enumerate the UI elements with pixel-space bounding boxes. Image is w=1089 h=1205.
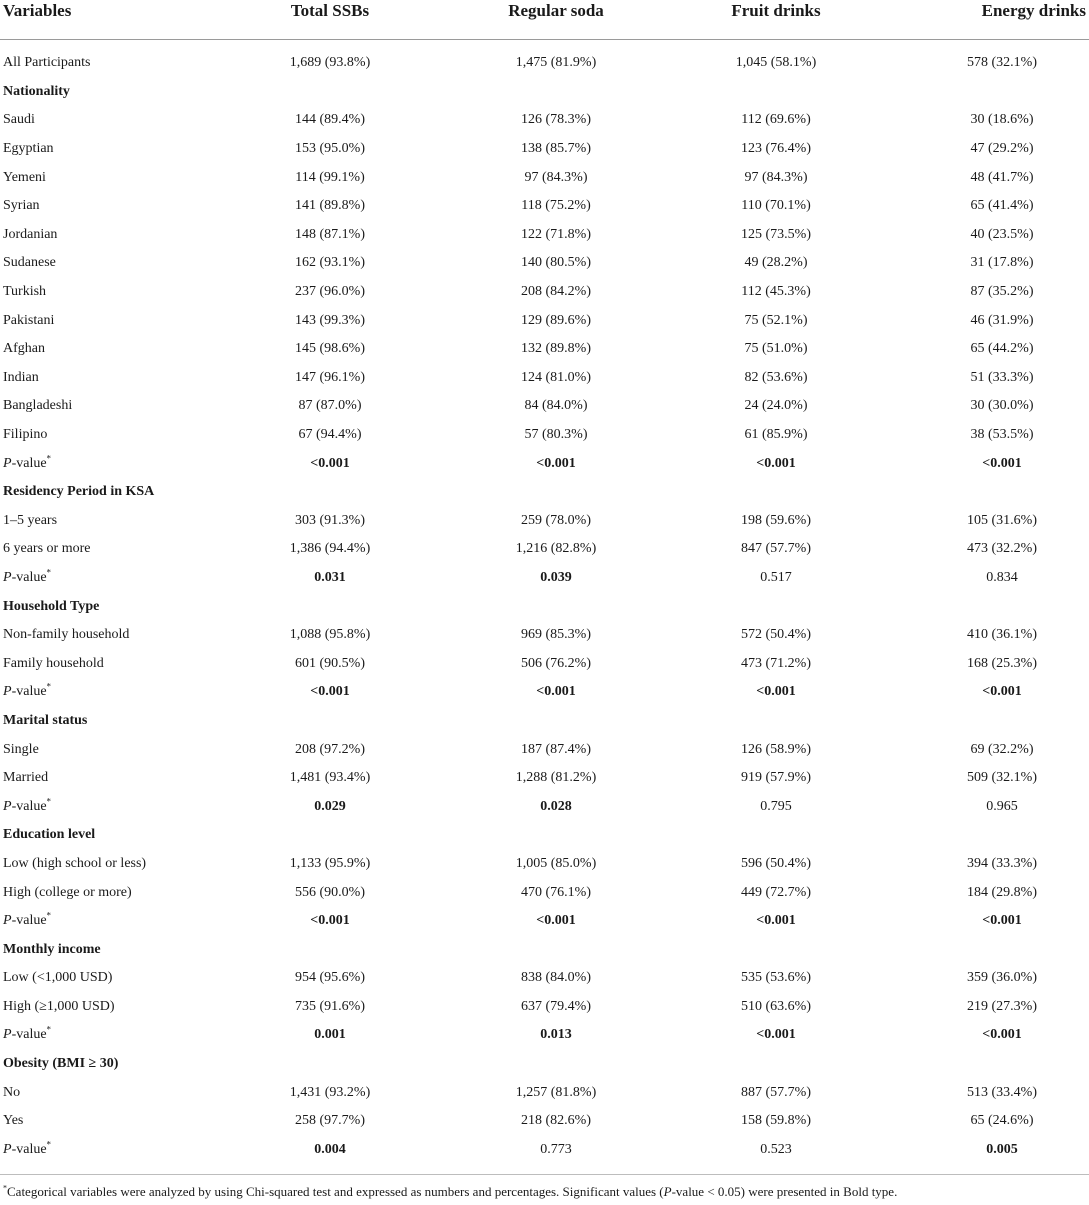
row-label: No <box>3 1084 21 1100</box>
p-value-label-star: * <box>46 1024 52 1035</box>
table-cell: 1,216 (82.8%) <box>515 541 597 557</box>
table-cell: 735 (91.6%) <box>295 998 365 1014</box>
table-cell: 208 (84.2%) <box>521 284 591 300</box>
table-row <box>0 221 1089 250</box>
row-label: Low (high school or less) <box>3 855 147 871</box>
p-value-cell: 0.005 <box>986 1141 1018 1157</box>
table-cell: 1,689 (93.8%) <box>289 55 371 71</box>
table-row <box>0 964 1089 993</box>
table-row <box>0 878 1089 907</box>
table-cell: 601 (90.5%) <box>295 655 365 671</box>
row-label: All Participants <box>3 55 91 71</box>
p-value-label <box>0 449 215 478</box>
row-label: Yes <box>3 1113 24 1129</box>
table-cell: 184 (29.8%) <box>967 884 1037 900</box>
table-row <box>0 421 1089 450</box>
p-value-cell: 0.965 <box>986 798 1018 814</box>
table-cell: 1,386 (94.4%) <box>289 541 371 557</box>
table-cell: 572 (50.4%) <box>741 627 811 643</box>
table-row <box>0 1078 1089 1107</box>
table-cell: 105 (31.6%) <box>967 512 1037 528</box>
row-label: High (≥1,000 USD) <box>3 998 115 1014</box>
header-regular-soda: Regular soda <box>445 0 667 40</box>
table-cell: 578 (32.1%) <box>967 55 1037 71</box>
p-value-label <box>0 1136 215 1165</box>
p-value-cell: <0.001 <box>982 1027 1022 1043</box>
table-cell: 887 (57.7%) <box>741 1084 811 1100</box>
p-value-label-rest: -value <box>11 1141 47 1157</box>
table-cell: 141 (89.8%) <box>295 198 365 214</box>
table-row <box>0 392 1089 421</box>
row-label: Pakistani <box>3 312 55 328</box>
table-row <box>0 735 1089 764</box>
table-cell: 57 (80.3%) <box>524 427 588 443</box>
p-value-label-rest: -value <box>11 684 47 700</box>
table-cell: 112 (45.3%) <box>741 284 811 300</box>
row-label: Jordanian <box>3 226 58 242</box>
row-label: Low (<1,000 USD) <box>3 970 113 986</box>
p-value-label <box>0 1021 215 1050</box>
table-cell: 129 (89.6%) <box>521 312 591 328</box>
section-header-row <box>0 592 1089 621</box>
p-value-cell: <0.001 <box>536 455 576 471</box>
p-value-label-p: P <box>3 798 12 814</box>
p-value-label-star: * <box>46 681 52 692</box>
table-row <box>0 106 1089 135</box>
p-value-label-star: * <box>46 796 52 807</box>
p-value-cell: <0.001 <box>756 684 796 700</box>
p-value-label <box>0 907 215 936</box>
p-value-label-rest: -value <box>11 569 47 585</box>
row-label: Single <box>3 741 39 757</box>
table-cell: 46 (31.9%) <box>970 312 1034 328</box>
table-cell: 919 (57.9%) <box>741 770 811 786</box>
table-cell: 65 (41.4%) <box>970 198 1034 214</box>
p-value-cell: 0.834 <box>986 569 1018 585</box>
table-cell: 1,257 (81.8%) <box>515 1084 597 1100</box>
p-value-cell: 0.013 <box>540 1027 572 1043</box>
table-cell: 509 (32.1%) <box>967 770 1037 786</box>
table-cell: 61 (85.9%) <box>744 427 808 443</box>
table-cell: 112 (69.6%) <box>741 112 811 128</box>
table-row <box>0 278 1089 307</box>
table-cell: 1,288 (81.2%) <box>515 770 597 786</box>
table-cell: 219 (27.3%) <box>967 998 1037 1014</box>
table-row <box>0 764 1089 793</box>
table-body <box>0 40 1089 1165</box>
p-value-cell: <0.001 <box>756 913 796 929</box>
table-cell: 258 (97.7%) <box>295 1113 365 1129</box>
table-cell: 359 (36.0%) <box>967 970 1037 986</box>
table-cell: 198 (59.6%) <box>741 512 811 528</box>
table-cell: 473 (32.2%) <box>967 541 1037 557</box>
table-cell: 69 (32.2%) <box>970 741 1034 757</box>
table-header <box>0 0 1089 40</box>
table-cell: 30 (30.0%) <box>970 398 1034 414</box>
row-label: Yemeni <box>3 169 46 185</box>
table-cell: 1,481 (93.4%) <box>289 770 371 786</box>
row-label: High (college or more) <box>3 884 132 900</box>
table-cell: 1,133 (95.9%) <box>289 855 371 871</box>
row-label: Bangladeshi <box>3 398 73 414</box>
row-label: Sudanese <box>3 255 56 271</box>
section-header-row <box>0 478 1089 507</box>
row-label: Saudi <box>3 112 35 128</box>
table-cell: 473 (71.2%) <box>741 655 811 671</box>
table-cell: 187 (87.4%) <box>521 741 591 757</box>
table-row <box>0 621 1089 650</box>
section-header-row <box>0 1050 1089 1079</box>
row-label: Turkish <box>3 284 47 300</box>
table-cell: 97 (84.3%) <box>744 169 808 185</box>
header-total-ssbs: Total SSBs <box>215 0 445 40</box>
table-cell: 470 (76.1%) <box>521 884 591 900</box>
p-value-label-rest: -value <box>11 455 47 471</box>
table-row <box>0 649 1089 678</box>
p-value-cell: 0.001 <box>314 1027 346 1043</box>
row-label: Family household <box>3 655 104 671</box>
table-cell: 394 (33.3%) <box>967 855 1037 871</box>
table-cell: 158 (59.8%) <box>741 1113 811 1129</box>
section-header-row <box>0 821 1089 850</box>
p-value-label-star: * <box>46 910 52 921</box>
p-value-label-p: P <box>3 1027 12 1043</box>
p-value-label-rest: -value <box>11 798 47 814</box>
table-cell: 84 (84.0%) <box>524 398 588 414</box>
table-cell: 138 (85.7%) <box>521 141 591 157</box>
table-row <box>0 850 1089 879</box>
table-cell: 51 (33.3%) <box>970 369 1034 385</box>
table-cell: 838 (84.0%) <box>521 970 591 986</box>
p-value-cell: <0.001 <box>756 455 796 471</box>
header-spacer-row <box>0 40 1089 50</box>
table-cell: 75 (51.0%) <box>744 341 808 357</box>
table-cell: 1,088 (95.8%) <box>289 627 371 643</box>
table-cell: 208 (97.2%) <box>295 741 365 757</box>
p-value-label-p: P <box>3 569 12 585</box>
p-value-label-p: P <box>3 684 12 700</box>
table-row <box>0 364 1089 393</box>
section-header-row <box>0 935 1089 964</box>
table-cell: 148 (87.1%) <box>295 226 365 242</box>
p-value-row <box>0 1021 1089 1050</box>
table-cell: 162 (93.1%) <box>295 255 365 271</box>
footnote-divider <box>0 1174 1089 1175</box>
table-cell: 510 (63.6%) <box>741 998 811 1014</box>
table-row <box>0 249 1089 278</box>
p-value-cell: 0.795 <box>760 798 792 814</box>
header-energy-drinks: Energy drinks <box>885 0 1089 40</box>
table-cell: 38 (53.5%) <box>970 427 1034 443</box>
row-label: Married <box>3 770 49 786</box>
p-value-label-star: * <box>46 452 52 463</box>
row-label: Syrian <box>3 198 40 214</box>
table-row <box>0 163 1089 192</box>
table-cell: 40 (23.5%) <box>970 226 1034 242</box>
section-label: Monthly income <box>3 941 101 957</box>
table-cell: 556 (90.0%) <box>295 884 365 900</box>
table-cell: 87 (35.2%) <box>970 284 1034 300</box>
table-cell: 122 (71.8%) <box>521 226 591 242</box>
p-value-label-rest: -value <box>11 1027 47 1043</box>
section-label: Marital status <box>3 712 88 728</box>
p-value-label-p: P <box>3 455 12 471</box>
section-label: Education level <box>3 827 96 843</box>
section-label: Obesity (BMI ≥ 30) <box>3 1056 119 1072</box>
p-value-row <box>0 678 1089 707</box>
table-cell: 75 (52.1%) <box>744 312 808 328</box>
table-cell: 513 (33.4%) <box>967 1084 1037 1100</box>
table-cell: 410 (36.1%) <box>967 627 1037 643</box>
table-row <box>0 993 1089 1022</box>
table-cell: 449 (72.7%) <box>741 884 811 900</box>
p-value-cell: 0.517 <box>760 569 792 585</box>
table-row <box>0 306 1089 335</box>
p-value-cell: <0.001 <box>310 913 350 929</box>
row-label: Filipino <box>3 427 48 443</box>
table-row <box>0 335 1089 364</box>
p-value-cell: 0.523 <box>760 1141 792 1157</box>
section-label: Residency Period in KSA <box>3 484 155 500</box>
table-cell: 303 (91.3%) <box>295 512 365 528</box>
table-cell: 82 (53.6%) <box>744 369 808 385</box>
p-value-cell: <0.001 <box>982 684 1022 700</box>
p-value-cell: 0.004 <box>314 1141 346 1157</box>
table-row <box>0 507 1089 536</box>
table-cell: 30 (18.6%) <box>970 112 1034 128</box>
p-value-cell: <0.001 <box>536 913 576 929</box>
table-cell: 132 (89.8%) <box>521 341 591 357</box>
p-value-cell: 0.031 <box>314 569 346 585</box>
table-cell: 168 (25.3%) <box>967 655 1037 671</box>
table-cell: 596 (50.4%) <box>741 855 811 871</box>
table-cell: 67 (94.4%) <box>298 427 362 443</box>
table-cell: 143 (99.3%) <box>295 312 365 328</box>
table-cell: 126 (58.9%) <box>741 741 811 757</box>
row-label: Egyptian <box>3 141 54 157</box>
p-value-row <box>0 907 1089 936</box>
table-cell: 87 (87.0%) <box>298 398 362 414</box>
table-cell: 147 (96.1%) <box>295 369 365 385</box>
table-cell: 259 (78.0%) <box>521 512 591 528</box>
row-label: Non-family household <box>3 627 130 643</box>
p-value-label-rest: -value <box>11 913 47 929</box>
p-value-row <box>0 564 1089 593</box>
p-value-label-star: * <box>46 567 52 578</box>
table-cell: 65 (24.6%) <box>970 1113 1034 1129</box>
table-row <box>0 135 1089 164</box>
table-cell: 48 (41.7%) <box>970 169 1034 185</box>
table-cell: 1,005 (85.0%) <box>515 855 597 871</box>
footnote-marker: * <box>3 1183 7 1193</box>
section-label: Household Type <box>3 598 100 614</box>
table-row <box>0 535 1089 564</box>
table-cell: 969 (85.3%) <box>521 627 591 643</box>
header-row <box>0 0 1089 40</box>
p-value-cell: <0.001 <box>982 455 1022 471</box>
table-cell: 140 (80.5%) <box>521 255 591 271</box>
p-value-label-star: * <box>46 1139 52 1150</box>
table-cell: 49 (28.2%) <box>744 255 808 271</box>
p-value-label <box>0 792 215 821</box>
table-cell: 65 (44.2%) <box>970 341 1034 357</box>
table-cell: 506 (76.2%) <box>521 655 591 671</box>
table-cell: 110 (70.1%) <box>741 198 811 214</box>
p-value-row <box>0 792 1089 821</box>
p-value-cell: 0.028 <box>540 798 572 814</box>
table-cell: 153 (95.0%) <box>295 141 365 157</box>
p-value-cell: 0.773 <box>540 1141 572 1157</box>
p-value-label-p: P <box>3 913 12 929</box>
table-row <box>0 49 1089 78</box>
table-cell: 114 (99.1%) <box>295 169 365 185</box>
table-cell: 118 (75.2%) <box>521 198 591 214</box>
table-cell: 237 (96.0%) <box>295 284 365 300</box>
p-value-cell: <0.001 <box>982 913 1022 929</box>
table-cell: 535 (53.6%) <box>741 970 811 986</box>
row-label: Indian <box>3 369 39 385</box>
table-row <box>0 1107 1089 1136</box>
p-value-label <box>0 678 215 707</box>
table-cell: 1,475 (81.9%) <box>515 55 597 71</box>
row-label: 1–5 years <box>3 512 58 528</box>
section-header-row <box>0 78 1089 107</box>
table-cell: 126 (78.3%) <box>521 112 591 128</box>
p-value-cell: <0.001 <box>310 684 350 700</box>
table-cell: 1,045 (58.1%) <box>735 55 817 71</box>
p-value-row <box>0 449 1089 478</box>
section-header-row <box>0 707 1089 736</box>
table-row <box>0 192 1089 221</box>
p-value-cell: 0.039 <box>540 569 572 585</box>
table-cell: 24 (24.0%) <box>744 398 808 414</box>
spacer-cell <box>0 40 1089 50</box>
p-value-cell: <0.001 <box>756 1027 796 1043</box>
header-fruit-drinks: Fruit drinks <box>667 0 885 40</box>
table-cell: 125 (73.5%) <box>741 226 811 242</box>
p-value-label-p: P <box>3 1141 12 1157</box>
row-label: 6 years or more <box>3 541 91 557</box>
footnote-text-2: -value < 0.05) were presented in Bold type. <box>671 1184 898 1199</box>
table-cell: 1,431 (93.2%) <box>289 1084 371 1100</box>
table-cell: 144 (89.4%) <box>295 112 365 128</box>
table-cell: 218 (82.6%) <box>521 1113 591 1129</box>
section-label: Nationality <box>3 83 70 99</box>
p-value-cell: <0.001 <box>310 455 350 471</box>
p-value-cell: <0.001 <box>536 684 576 700</box>
table-cell: 954 (95.6%) <box>295 970 365 986</box>
p-value-row <box>0 1136 1089 1165</box>
p-value-label <box>0 564 215 593</box>
footnote-p-italic: P <box>663 1184 672 1199</box>
footnote-text-1: Categorical variables were analyzed by using Chi-squared test and expressed as numbers and percentages. Significant values ( <box>7 1184 664 1199</box>
table-cell: 31 (17.8%) <box>970 255 1034 271</box>
table-cell: 123 (76.4%) <box>741 141 811 157</box>
table-cell: 145 (98.6%) <box>295 341 365 357</box>
table-cell: 637 (79.4%) <box>521 998 591 1014</box>
footnote <box>3 1184 897 1200</box>
table-cell: 47 (29.2%) <box>970 141 1034 157</box>
table-cell: 124 (81.0%) <box>521 369 591 385</box>
row-label: Afghan <box>3 341 45 357</box>
p-value-cell: 0.029 <box>314 798 346 814</box>
header-variables: Variables <box>0 0 215 40</box>
table-cell: 847 (57.7%) <box>741 541 811 557</box>
table-cell: 97 (84.3%) <box>524 169 588 185</box>
